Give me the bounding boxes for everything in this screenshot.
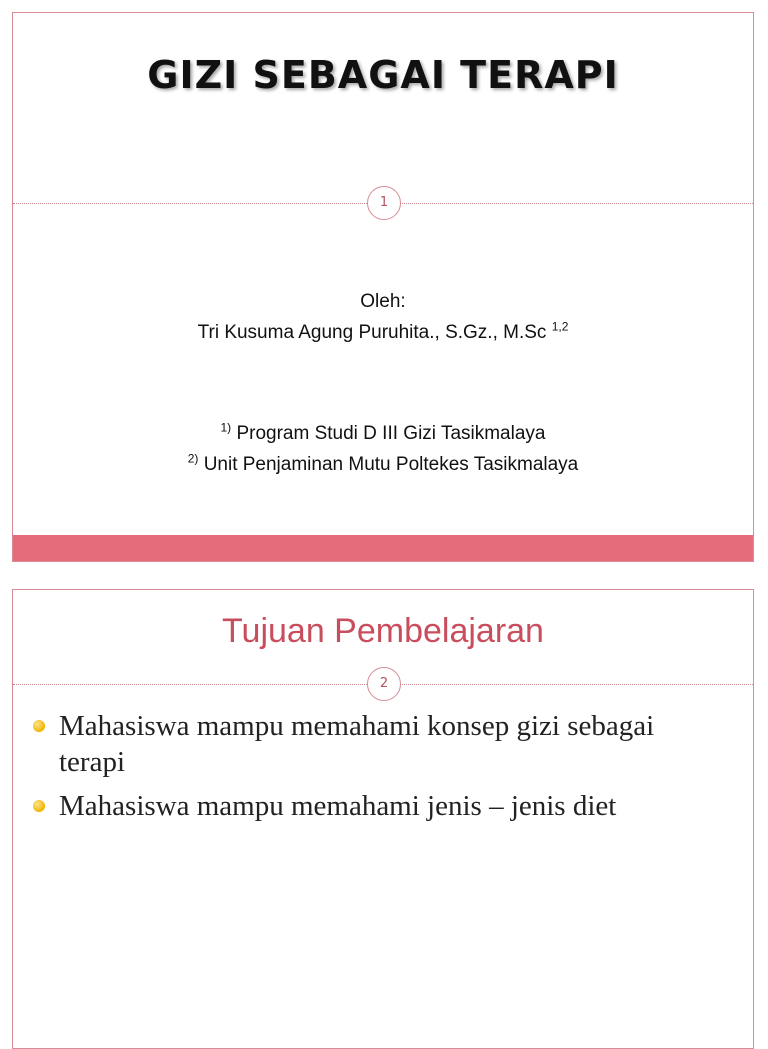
- author-line: [13, 319, 753, 344]
- affiliation-1: [13, 420, 753, 445]
- slide-1: [12, 12, 754, 562]
- slide-2: [12, 589, 754, 1049]
- bullet-text: Mahasiswa mampu memahami jenis – jenis diet: [59, 790, 617, 822]
- bullet-text: Mahasiswa mampu memahami konsep gizi sebagai terapi: [59, 710, 655, 778]
- affiliation-2: [13, 451, 753, 476]
- by-label: Oleh:: [360, 291, 406, 312]
- author-name: Tri Kusuma Agung Puruhita., S.Gz., M.Sc: [197, 322, 547, 343]
- slide-number-badge: 1: [367, 186, 401, 220]
- affiliation-marker: 2): [187, 451, 199, 466]
- bullet-dot-icon: [33, 800, 45, 812]
- slide-number-badge: 2: [367, 667, 401, 701]
- bullet-item: [31, 788, 723, 824]
- slide-title: Tujuan Pembelajaran: [222, 612, 544, 650]
- accent-bar: [13, 535, 753, 561]
- author-superscript: 1,2: [551, 319, 569, 334]
- bullet-list: [31, 708, 723, 832]
- bullet-item: [31, 708, 723, 780]
- affiliation-text: Program Studi D III Gizi Tasikmalaya: [236, 423, 546, 444]
- bullet-dot-icon: [33, 720, 45, 732]
- slide-title: GIZI SEBAGAI TERAPI: [147, 53, 619, 97]
- affiliation-marker: 1): [220, 420, 232, 435]
- affiliation-text: Unit Penjaminan Mutu Poltekes Tasikmalaya: [203, 454, 579, 475]
